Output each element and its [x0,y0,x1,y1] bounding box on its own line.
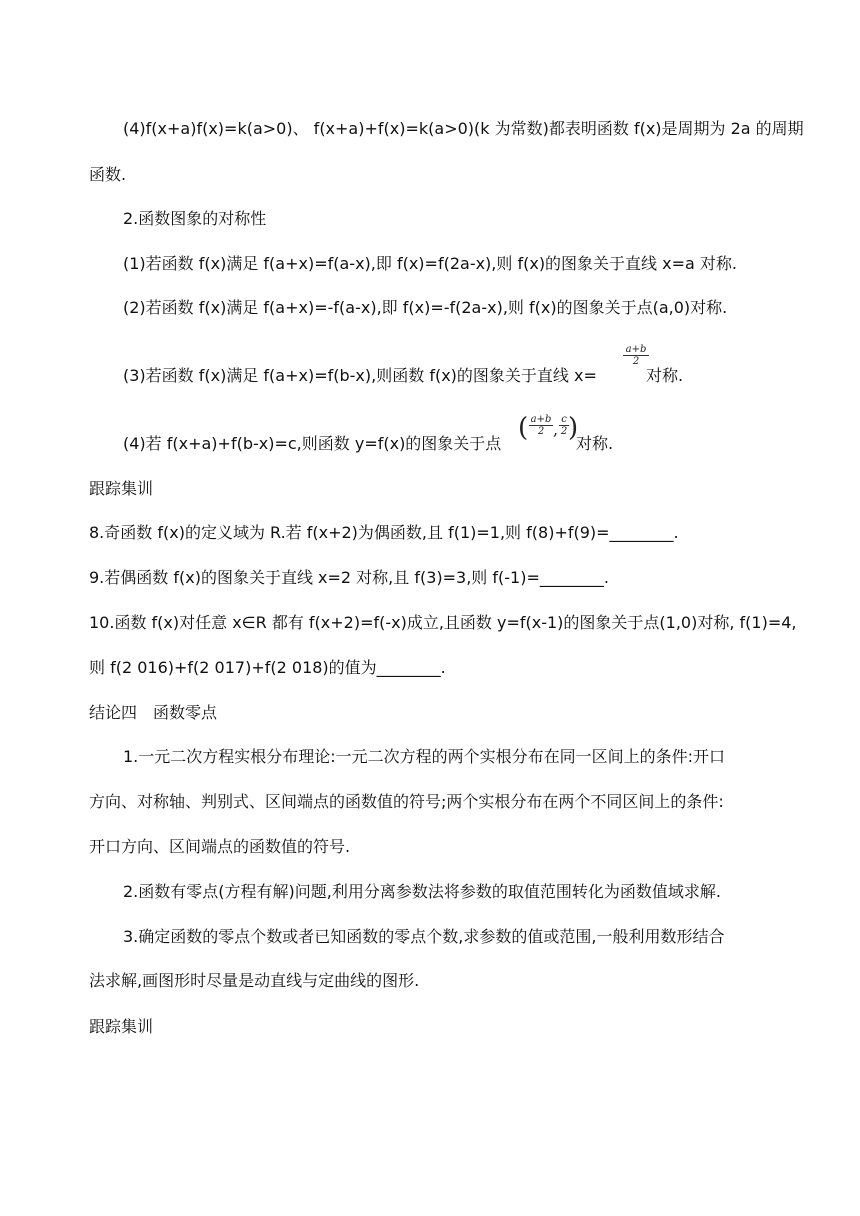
right-paren: ) [568,413,579,443]
fraction-denominator: 2 [537,426,545,437]
fraction-numerator: c [561,414,567,425]
practice-heading-2: 跟踪集训 [89,1017,154,1036]
practice-heading-1: 跟踪集训 [89,479,154,498]
zero-point-para-3-line2: 法求解,画图形时尽量是动直线与定曲线的图形. [89,971,420,990]
fraction-a-plus-b-over-2 [623,344,649,367]
fraction-numerator: a+b [530,414,552,425]
question-8: 8.奇函数 f(x)的定义域为 R.若 f(x+2)为偶函数,且 f(1)=1,则 f(8)+f(9)=________. [89,523,679,542]
question-10-line2: 则 f(2 016)+f(2 017)+f(2 018)的值为________. [89,658,446,677]
conclusion-4-heading: 结论四 函数零点 [89,703,218,722]
zero-point-para-3-line1: 3.确定函数的零点个数或者已知函数的零点个数,求参数的值或范围,一般利用数形结合 [123,927,725,946]
fraction-numerator: a+b [625,344,647,355]
comma: , [553,420,559,439]
fraction-denominator: 2 [560,426,568,437]
periodic-item-4-line1: (4)f(x+a)f(x)=k(a>0)、 f(x+a)+f(x)=k(a>0)(k 为常数)都表明函数 f(x)是周期为 2a 的周期 [123,119,804,138]
symmetry-item-3-text: (3)若函数 f(x)满足 f(a+x)=f(b-x),则函数 f(x)的图象关于直线 x= [123,366,597,385]
symmetry-item-4-text: (4)若 f(x+a)+f(b-x)=c,则函数 y=f(x)的图象关于点 [123,434,502,453]
symmetry-item-2: (2)若函数 f(x)满足 f(a+x)=-f(a-x),即 f(x)=-f(2a-x),则 f(x)的图象关于点(a,0)对称. [123,298,728,317]
symmetry-item-3-tail: 对称. [646,366,684,385]
left-paren: ( [518,413,529,443]
question-9: 9.若偶函数 f(x)的图象关于直线 x=2 对称,且 f(3)=3,则 f(-1)=________. [89,568,609,587]
zero-point-para-1-line2: 方向、对称轴、判别式、区间端点的函数值的符号;两个实根分布在两个不同区间上的条件: [89,792,724,811]
fraction-a-plus-b-over-2 [529,414,553,437]
zero-point-para-1-line3: 开口方向、区间端点的函数值的符号. [89,837,351,856]
symmetry-heading: 2.函数图象的对称性 [123,209,267,228]
symmetry-item-4-tail: 对称. [576,434,614,453]
question-10-line1: 10.函数 f(x)对任意 x∈R 都有 f(x+2)=f(-x)成立,且函数 y=f(x-1)的图象关于点(1,0)对称, f(1)=4, [89,613,797,632]
symmetry-item-1: (1)若函数 f(x)满足 f(a+x)=f(a-x),即 f(x)=f(2a-x),则 f(x)的图象关于直线 x=a 对称. [123,254,737,273]
fraction-denominator: 2 [632,356,640,367]
zero-point-para-2: 2.函数有零点(方程有解)问题,利用分离参数法将参数的取值范围转化为函数值域求解. [123,882,721,901]
periodic-item-4-line2: 函数. [89,165,127,184]
zero-point-para-1-line1: 1.一元二次方程实根分布理论:一元二次方程的两个实根分布在同一区间上的条件:开口 [123,747,726,766]
